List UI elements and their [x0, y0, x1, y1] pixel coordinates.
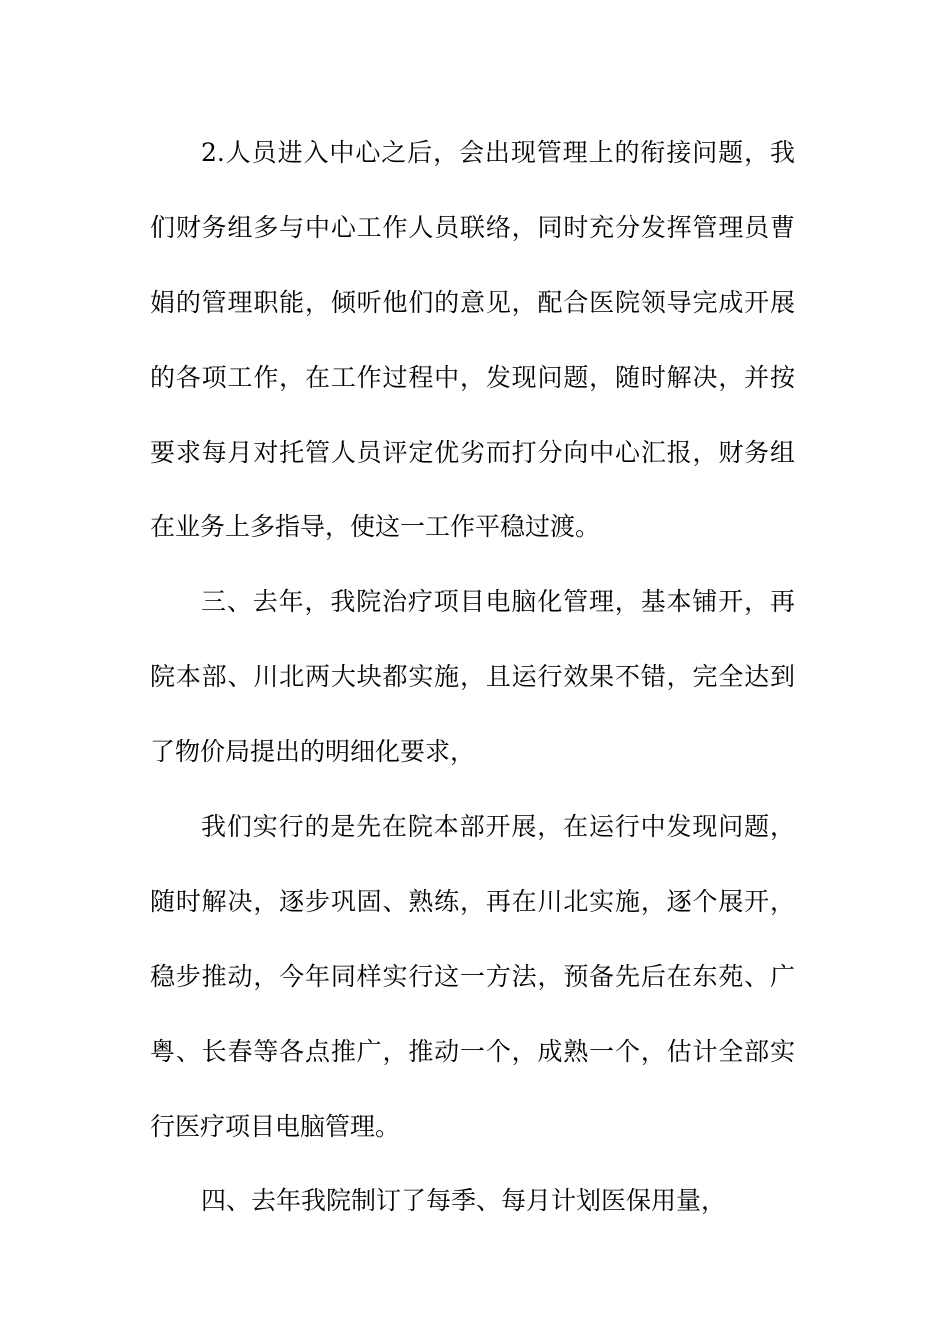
paragraph-line: 三、去年，我院治疗项目电脑化管理，基本铺开，再 — [201, 587, 795, 617]
paragraph-line: 行医疗项目电脑管理。 — [150, 1111, 401, 1141]
paragraph-line: 2.人员进入中心之后，会出现管理上的衔接问题，我 — [201, 138, 795, 167]
paragraph-line: 的各项工作，在工作过程中，发现问题，随时解决，并按 — [150, 362, 795, 392]
document-body — [150, 129, 795, 1252]
paragraph-computerized-management — [150, 578, 795, 803]
paragraph-line: 四、去年我院制订了每季、每月计划医保用量， — [201, 1186, 727, 1216]
paragraph-line: 在业务上多指导，使这一工作平稳过渡。 — [150, 512, 601, 542]
paragraph-line: 娟的管理职能，倾听他们的意见，配合医院领导完成开展 — [150, 287, 795, 317]
paragraph-line: 随时解决，逐步巩固、熟练，再在川北实施，逐个展开， — [150, 886, 795, 916]
paragraph-insurance-plan — [150, 1177, 795, 1252]
paragraph-line: 院本部、川北两大块都实施，且运行效果不错，完全达到 — [150, 662, 795, 692]
paragraph-line: 了物价局提出的明细化要求， — [150, 737, 476, 767]
paragraph-line: 们财务组多与中心工作人员联络，同时充分发挥管理员曹 — [150, 212, 795, 242]
paragraph-personnel-transition — [150, 129, 795, 578]
paragraph-rollout-method — [150, 803, 795, 1177]
paragraph-line: 要求每月对托管人员评定优劣而打分向中心汇报，财务组 — [150, 437, 795, 467]
paragraph-line: 稳步推动，今年同样实行这一方法，预备先后在东苑、广 — [150, 961, 795, 991]
paragraph-line: 粤、长春等各点推广，推动一个，成熟一个，估计全部实 — [150, 1036, 795, 1066]
paragraph-line: 我们实行的是先在院本部开展，在运行中发现问题， — [201, 812, 795, 842]
